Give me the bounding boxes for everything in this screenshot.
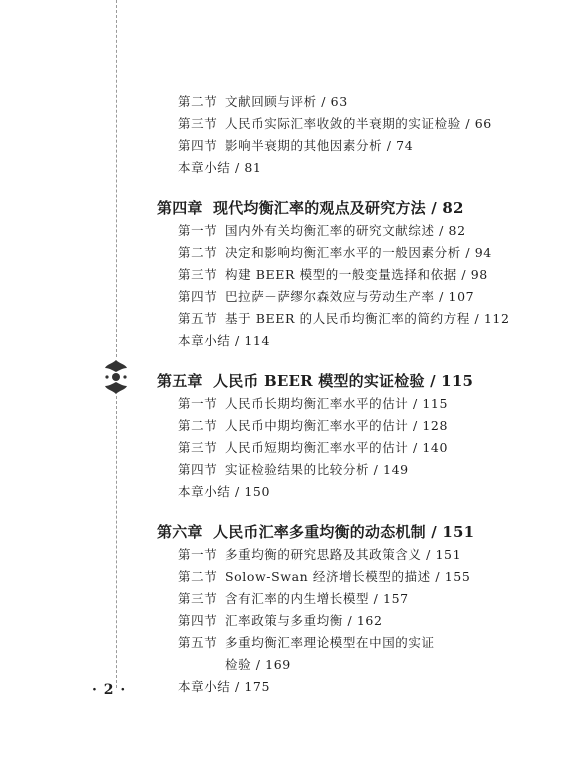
- section-title: 多重均衡的研究思路及其政策含义 / 151: [225, 547, 462, 562]
- section-number: 第四节: [178, 289, 218, 304]
- section-title: 人民币中期均衡汇率水平的估计 / 128: [225, 418, 449, 433]
- section-title: 人民币长期均衡汇率水平的估计 / 115: [225, 396, 449, 411]
- section-number: 第二节: [178, 245, 218, 260]
- section-number: 第五节: [178, 635, 218, 650]
- section-number: 第三节: [178, 440, 218, 455]
- section-number: 第五节: [178, 311, 218, 326]
- section-number: 第四节: [178, 613, 218, 628]
- chapter-summary-entry: 本章小结 / 150: [178, 484, 271, 499]
- toc-section-entry: [178, 611, 383, 629]
- toc-chapter-heading: [157, 521, 474, 542]
- section-title-continuation: 检验 / 169: [225, 657, 291, 672]
- toc-section-entry: [178, 460, 409, 478]
- toc-section-entry: [178, 221, 466, 239]
- chapter-summary-entry: 本章小结 / 114: [178, 333, 271, 348]
- section-title: 国内外有关均衡汇率的研究文献综述 / 82: [225, 223, 466, 238]
- section-number: 第一节: [178, 223, 218, 238]
- toc-section-entry: [178, 438, 448, 456]
- section-title: 含有汇率的内生增长模型 / 157: [225, 591, 409, 606]
- toc-section-entry: [178, 416, 448, 434]
- section-number: 第四节: [178, 138, 218, 153]
- toc-section-entry: [178, 287, 474, 305]
- section-number: 第一节: [178, 547, 218, 562]
- section-title: 人民币实际汇率收敛的半衰期的实证检验 / 66: [225, 116, 492, 131]
- section-title: 实证检验结果的比较分析 / 149: [225, 462, 409, 477]
- toc-section-entry: [178, 633, 435, 651]
- toc-section-entry: [178, 545, 461, 563]
- section-title: 构建 BEER 模型的一般变量选择和依据 / 98: [225, 267, 488, 282]
- section-number: 第三节: [178, 267, 218, 282]
- toc-section-entry: [178, 309, 510, 327]
- page-number: · 2 ·: [92, 682, 127, 698]
- section-number: 第二节: [178, 418, 218, 433]
- section-number: 第二节: [178, 569, 218, 584]
- toc-section-entry: [178, 243, 492, 261]
- chapter-summary-entry: 本章小结 / 81: [178, 160, 262, 175]
- toc-chapter-heading: [157, 197, 464, 218]
- toc-section-entry: [178, 114, 492, 132]
- section-number: 第三节: [178, 591, 218, 606]
- chapter-title: 人民币汇率多重均衡的动态机制 / 151: [213, 523, 475, 541]
- toc-chapter-heading: [157, 370, 473, 391]
- section-number: 第一节: [178, 396, 218, 411]
- toc-section-entry: [178, 567, 470, 585]
- toc-section-entry: [178, 92, 348, 110]
- chapter-number: 第四章: [157, 199, 203, 217]
- section-number: 第四节: [178, 462, 218, 477]
- section-title: 影响半衰期的其他因素分析 / 74: [225, 138, 414, 153]
- chapter-title: 现代均衡汇率的观点及研究方法 / 82: [213, 199, 464, 217]
- toc-section-entry: [178, 265, 488, 283]
- section-title: 人民币短期均衡汇率水平的估计 / 140: [225, 440, 449, 455]
- toc-section-entry: [178, 136, 413, 154]
- section-title: 文献回顾与评析 / 63: [225, 94, 348, 109]
- section-title: 汇率政策与多重均衡 / 162: [225, 613, 383, 628]
- toc-section-entry: [178, 394, 448, 412]
- chapter-number: 第六章: [157, 523, 203, 541]
- chapter-title: 人民币 BEER 模型的实证检验 / 115: [213, 372, 474, 390]
- section-number: 第三节: [178, 116, 218, 131]
- section-title: 决定和影响均衡汇率水平的一般因素分析 / 94: [225, 245, 492, 260]
- section-title: 多重均衡汇率理论模型在中国的实证: [225, 635, 435, 650]
- toc-section-entry: [178, 589, 409, 607]
- section-title: 基于 BEER 的人民币均衡汇率的简约方程 / 112: [225, 311, 510, 326]
- section-title: 巴拉萨－萨缪尔森效应与劳动生产率 / 107: [225, 289, 475, 304]
- section-number: 第二节: [178, 94, 218, 109]
- toc-section-continuation: [178, 655, 291, 673]
- chapter-number: 第五章: [157, 372, 203, 390]
- chapter-summary-entry: 本章小结 / 175: [178, 679, 271, 694]
- section-title: Solow-Swan 经济增长模型的描述 / 155: [225, 569, 471, 584]
